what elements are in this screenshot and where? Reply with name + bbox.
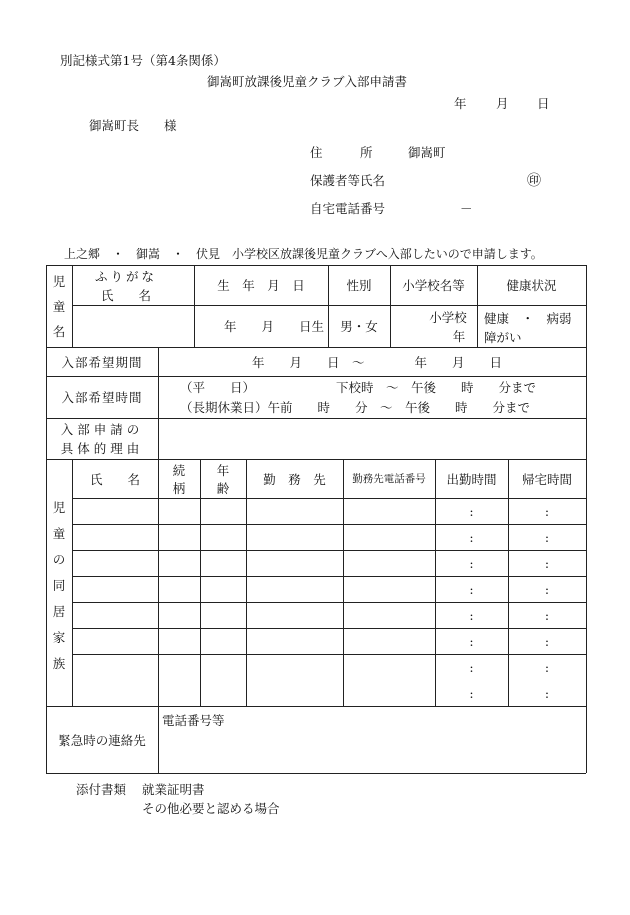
period-label: 入部希望期間	[61, 354, 143, 370]
return-time-field[interactable]: :	[544, 685, 550, 701]
child-side-label: 児 童 名	[52, 274, 66, 339]
period-field[interactable]: 年 月 日 ～ 年 月 日	[252, 355, 503, 370]
gender-field[interactable]: 男・女	[340, 319, 378, 334]
reason-label-line1: 入部申請の	[60, 421, 144, 437]
guardian-name-label: 保護者等氏名	[310, 173, 386, 188]
form-number: 別記様式第1号（第4条関係）	[60, 53, 226, 68]
depart-time-field[interactable]: :	[469, 529, 474, 545]
depart-time-field[interactable]: :	[469, 685, 474, 701]
family-depart-header: 出勤時間	[446, 471, 497, 487]
family-return-header: 帰宅時間	[521, 471, 572, 487]
child-name-label: 氏 名	[100, 288, 151, 303]
return-time-field[interactable]: :	[544, 581, 550, 597]
school-name-suffix: 小学校	[429, 310, 467, 325]
family-name-header: 氏 名	[89, 471, 140, 487]
depart-time-field[interactable]: :	[469, 581, 474, 597]
date-year-label: 年	[454, 96, 467, 111]
family-workplace-header: 勤 務 先	[263, 471, 326, 487]
hours-label: 入部希望時間	[61, 390, 143, 405]
family-relation-header: 続 柄	[172, 463, 186, 496]
form-title: 御嵩町放課後児童クラブ入部申請書	[207, 74, 408, 89]
furigana-label: ふりがな	[94, 269, 157, 284]
school-label: 小学校名等	[402, 278, 465, 293]
depart-time-field[interactable]: :	[469, 503, 474, 519]
attachments-label: 添付書類	[76, 782, 127, 797]
school-grade-suffix: 年	[452, 329, 466, 344]
health-label: 健康状況	[506, 278, 557, 293]
weekday-label: （平 日）	[180, 380, 256, 395]
address-label: 住 所	[310, 145, 373, 160]
depart-time-field[interactable]: :	[469, 555, 474, 571]
family-age-header: 年 齢	[216, 463, 230, 496]
health-options[interactable]: 健康 ・ 病弱	[484, 311, 572, 326]
attachment-employment-certificate: 就業証明書	[142, 782, 205, 797]
application-statement: 上之郷 ・ 御嵩 ・ 伏見 小学校区放課後児童クラブへ入部したいので申請します。	[64, 247, 543, 261]
return-time-field[interactable]: :	[544, 633, 550, 649]
birth-date-field[interactable]: 年 月 日生	[223, 319, 324, 334]
depart-time-field[interactable]: :	[469, 607, 474, 623]
reason-field[interactable]	[158, 418, 586, 459]
addressee: 御嵩町長 様	[89, 118, 177, 133]
family-side-label: 児 童 の 同 居 家 族	[52, 500, 66, 671]
holiday-hours-field[interactable]: （長期休業日）午前 時 分 ～ 午後 時 分まで	[180, 400, 531, 415]
seal-mark: ㊞	[527, 173, 541, 189]
address-value: 御嵩町	[408, 145, 446, 160]
weekday-hours-field[interactable]: 下校時 ～ 午後 時 分まで	[336, 380, 537, 395]
date-month-label: 月	[496, 96, 509, 111]
return-time-field[interactable]: :	[544, 503, 550, 519]
family-work-phone-header: 勤務先電話番号	[352, 473, 426, 485]
date-day-label: 日	[537, 96, 550, 111]
home-phone-label: 自宅電話番号	[310, 201, 386, 216]
reason-label-line2: 具体的理由	[60, 440, 144, 456]
gender-label: 性別	[346, 278, 372, 293]
return-time-field[interactable]: :	[544, 659, 550, 675]
health-disability-option[interactable]: 障がい	[484, 330, 522, 345]
birth-date-label: 生 年 月 日	[217, 278, 305, 293]
emergency-phone-label: 電話番号等	[162, 713, 225, 728]
home-phone-dash: －	[460, 201, 473, 216]
emergency-contact-label: 緊急時の連絡先	[58, 732, 146, 748]
return-time-field[interactable]: :	[544, 555, 550, 571]
application-table	[46, 265, 586, 773]
depart-time-field[interactable]: :	[469, 633, 474, 649]
attachment-other: その他必要と認める場合	[142, 801, 280, 816]
child-name-field[interactable]	[72, 305, 194, 347]
return-time-field[interactable]: :	[544, 529, 550, 545]
return-time-field[interactable]: :	[544, 607, 550, 623]
depart-time-field[interactable]: :	[469, 659, 474, 675]
